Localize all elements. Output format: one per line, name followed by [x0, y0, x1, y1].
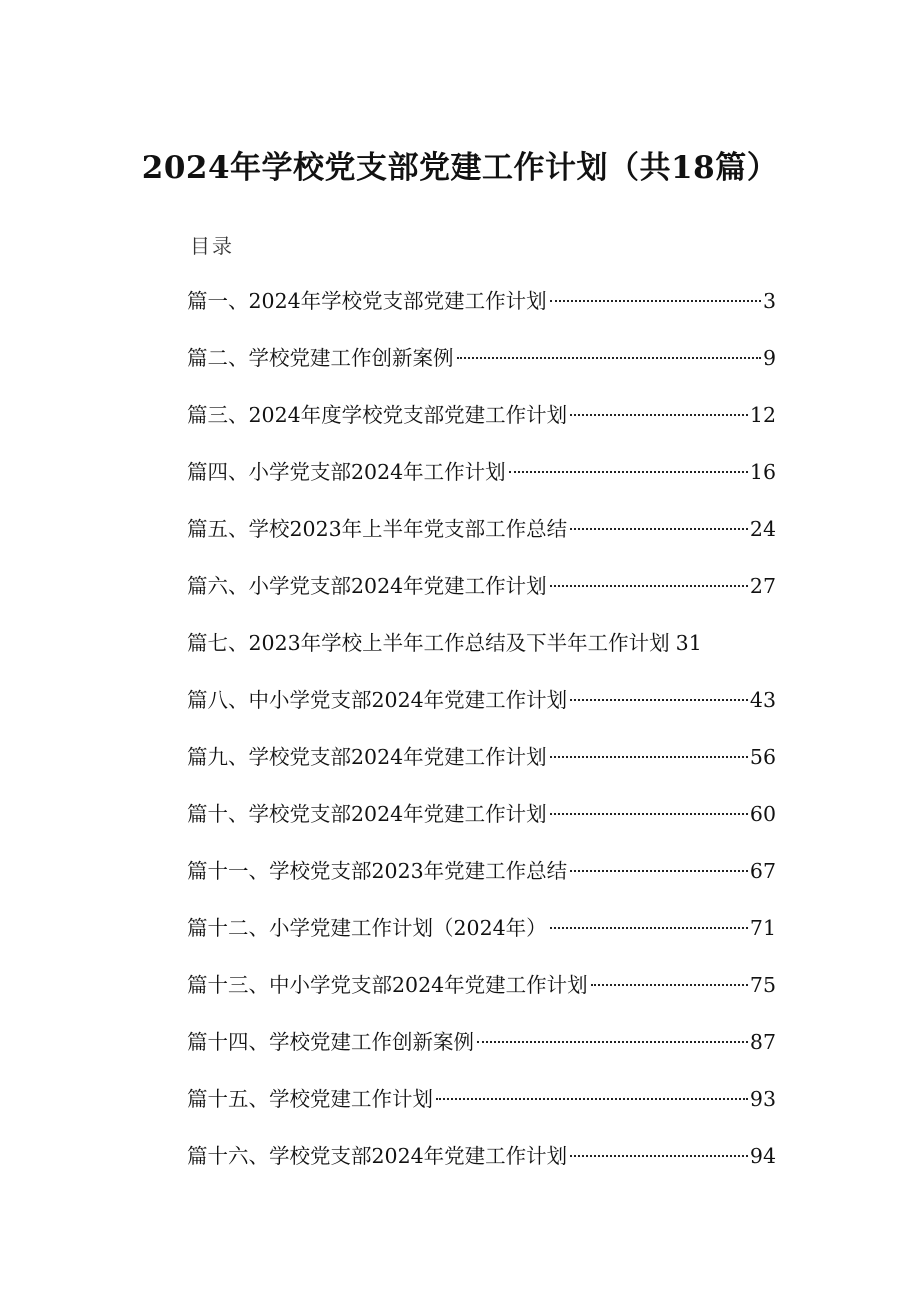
toc-dot-leader — [591, 984, 748, 986]
toc-dot-leader — [570, 528, 748, 530]
toc-entry-title: 篇十三、中小学党支部2024年党建工作计划 — [187, 973, 588, 997]
table-of-contents — [187, 283, 776, 1195]
toc-entry[interactable] — [187, 853, 776, 910]
toc-entry[interactable] — [187, 967, 776, 1024]
toc-entry[interactable] — [187, 739, 776, 796]
document-title: 2024年学校党支部党建工作计划（共18篇） — [141, 150, 779, 186]
toc-dot-leader — [477, 1041, 748, 1043]
toc-page-number: 24 — [749, 517, 776, 541]
toc-dot-leader — [509, 471, 748, 473]
toc-entry-title: 篇十六、学校党支部2024年党建工作计划 — [187, 1144, 568, 1168]
toc-entry-title: 篇十一、学校党支部2023年党建工作总结 — [187, 859, 568, 883]
toc-page-number: 31 — [675, 631, 702, 655]
toc-entry[interactable] — [187, 283, 776, 340]
toc-dot-leader — [436, 1098, 748, 1100]
toc-entry[interactable] — [187, 568, 776, 625]
toc-page-number: 12 — [749, 403, 776, 427]
toc-entry[interactable] — [187, 511, 776, 568]
toc-entry-title: 篇五、学校2023年上半年党支部工作总结 — [187, 517, 568, 541]
toc-entry-title: 篇四、小学党支部2024年工作计划 — [187, 460, 506, 484]
toc-page-number: 93 — [749, 1087, 776, 1111]
toc-dot-leader — [550, 585, 748, 587]
toc-entry-title: 篇九、学校党支部2024年党建工作计划 — [187, 745, 547, 769]
toc-dot-leader — [550, 300, 761, 302]
toc-entry[interactable] — [187, 910, 776, 967]
toc-entry[interactable] — [187, 682, 776, 739]
toc-entry-title: 篇八、中小学党支部2024年党建工作计划 — [187, 688, 568, 712]
toc-page-number: 71 — [749, 916, 776, 940]
toc-page-number: 3 — [762, 289, 776, 313]
toc-dot-leader — [550, 927, 748, 929]
toc-page-number: 27 — [749, 574, 776, 598]
toc-dot-leader — [570, 699, 748, 701]
toc-page-number: 56 — [749, 745, 776, 769]
toc-dot-leader — [570, 1155, 748, 1157]
toc-page-number: 60 — [749, 802, 776, 826]
toc-page-number: 9 — [762, 346, 776, 370]
toc-page-number: 67 — [749, 859, 776, 883]
toc-entry-title: 篇一、2024年学校党支部党建工作计划 — [187, 289, 547, 313]
toc-dot-leader — [570, 414, 748, 416]
toc-entry-title: 篇十五、学校党建工作计划 — [187, 1087, 433, 1111]
toc-entry-title: 篇二、学校党建工作创新案例 — [187, 346, 454, 370]
toc-entry-title: 篇十二、小学党建工作计划（2024年） — [187, 916, 547, 940]
toc-entry-title: 篇七、2023年学校上半年工作总结及下半年工作计划 — [187, 631, 670, 655]
toc-dot-leader — [550, 756, 748, 758]
toc-entry-title: 篇十四、学校党建工作创新案例 — [187, 1030, 474, 1054]
toc-entry[interactable] — [187, 1138, 776, 1195]
toc-page-number: 87 — [749, 1030, 776, 1054]
toc-entry[interactable] — [187, 625, 776, 682]
toc-heading: 目录 — [190, 234, 234, 258]
toc-entry-title: 篇六、小学党支部2024年党建工作计划 — [187, 574, 547, 598]
toc-entry[interactable] — [187, 454, 776, 511]
toc-page-number: 43 — [749, 688, 776, 712]
toc-page-number: 75 — [749, 973, 776, 997]
toc-page-number: 94 — [749, 1144, 776, 1168]
toc-dot-leader — [457, 357, 761, 359]
toc-entry[interactable] — [187, 796, 776, 853]
toc-entry[interactable] — [187, 397, 776, 454]
toc-page-number: 16 — [749, 460, 776, 484]
toc-entry[interactable] — [187, 1081, 776, 1138]
toc-entry[interactable] — [187, 1024, 776, 1081]
toc-entry-title: 篇三、2024年度学校党支部党建工作计划 — [187, 403, 568, 427]
toc-dot-leader — [550, 813, 748, 815]
toc-entry[interactable] — [187, 340, 776, 397]
toc-dot-leader — [570, 870, 748, 872]
toc-entry-title: 篇十、学校党支部2024年党建工作计划 — [187, 802, 547, 826]
